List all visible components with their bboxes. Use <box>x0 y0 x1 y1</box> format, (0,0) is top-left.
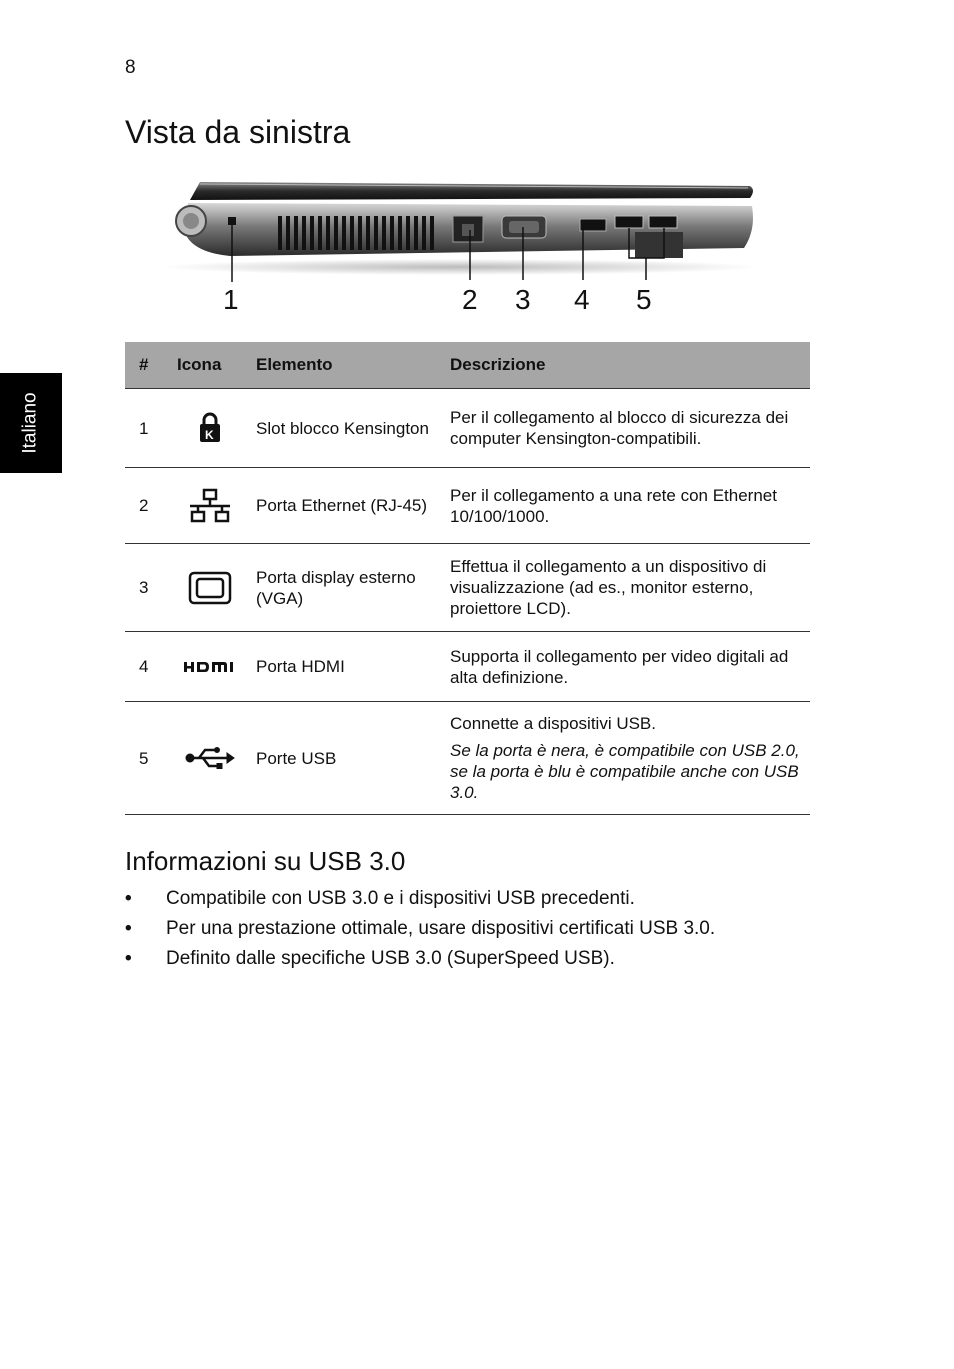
row-number: 1 <box>125 389 177 468</box>
bullet: • <box>125 888 132 909</box>
header-icon: Icona <box>177 342 242 389</box>
page-title: Vista da sinistra <box>125 114 351 150</box>
row-element: Slot blocco Kensington <box>242 389 436 468</box>
row-number: 3 <box>125 544 177 632</box>
kensington-lock-icon <box>198 412 222 444</box>
row-element: Porta display esterno (VGA) <box>242 544 436 632</box>
bullet: • <box>125 918 132 939</box>
list-item-text: Definito dalle specifiche USB 3.0 (SuperSpeed USB). <box>166 948 615 969</box>
page-number: 8 <box>125 57 136 78</box>
callout-3: 3 <box>515 284 531 315</box>
table-row <box>125 389 810 468</box>
list-item <box>125 884 825 914</box>
callout-4: 4 <box>574 284 590 315</box>
row-description: Supporta il collegamento per video digitali ad alta definizione. <box>436 632 810 702</box>
header-element: Elemento <box>242 342 436 389</box>
ports-table <box>125 342 810 815</box>
laptop-left-side-illustration <box>160 170 770 320</box>
callout-1: 1 <box>223 284 239 315</box>
vga-icon <box>188 571 232 605</box>
header-number: # <box>125 342 177 389</box>
language-side-tab <box>0 373 62 473</box>
table-row <box>125 632 810 702</box>
row-number: 4 <box>125 632 177 702</box>
callout-2: 2 <box>462 284 478 315</box>
row-number: 5 <box>125 702 177 815</box>
row-description: Per il collegamento a una rete con Ethernet 10/100/1000. <box>436 468 810 544</box>
row-element: Porta Ethernet (RJ-45) <box>242 468 436 544</box>
svg-text:K: K <box>204 428 214 442</box>
row-note: Se la porta è nera, è compatibile con USB 2.0, se la porta è blu è compatibile anche con USB 3.0. <box>450 741 800 802</box>
list-item-text: Compatibile con USB 3.0 e i dispositivi USB precedenti. <box>166 888 635 909</box>
table-header-row <box>125 342 810 389</box>
table-row <box>125 702 810 815</box>
table-row <box>125 544 810 632</box>
list-item <box>125 914 825 944</box>
language-side-tab-label: Italiano <box>20 392 41 454</box>
row-element: Porta HDMI <box>242 632 436 702</box>
row-description: Per il collegamento al blocco di sicurezza dei computer Kensington-compatibili. <box>436 389 810 468</box>
list-item <box>125 944 825 974</box>
header-description: Descrizione <box>436 342 810 389</box>
usb-info-list <box>125 884 825 974</box>
row-number: 2 <box>125 468 177 544</box>
row-description: Connette a dispositivi USB. <box>450 714 656 733</box>
hdmi-icon <box>183 661 237 673</box>
list-item-text: Per una prestazione ottimale, usare dispositivi certificati USB 3.0. <box>166 918 716 939</box>
ethernet-icon <box>188 488 232 524</box>
row-description: Effettua il collegamento a un dispositivo di visualizzazione (ad es., monitor esterno, proiettore LCD). <box>436 544 810 632</box>
callout-5: 5 <box>636 284 652 315</box>
table-row <box>125 468 810 544</box>
row-element: Porte USB <box>242 702 436 815</box>
bullet: • <box>125 948 132 969</box>
usb-icon <box>185 746 235 770</box>
usb-section-title: Informazioni su USB 3.0 <box>125 846 406 876</box>
